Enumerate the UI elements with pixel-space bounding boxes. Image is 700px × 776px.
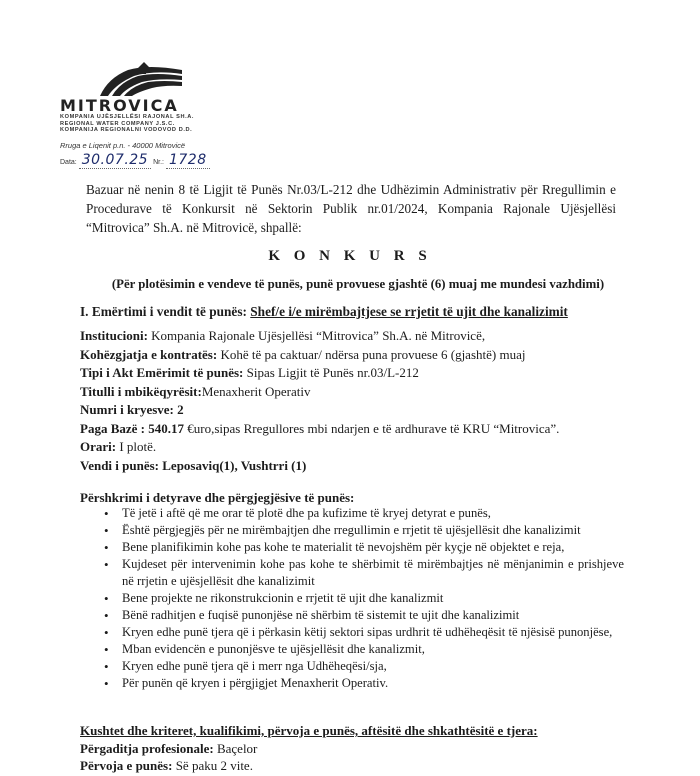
list-item: • Kryen edhe punë tjera që i merr nga Udhëheqësi/sja, (104, 658, 624, 675)
list-item: • Mban evidencën e punonjësve te ujësjellësit dhe kanalizmit, (104, 641, 624, 658)
info-key: Orari: (80, 439, 117, 454)
criteria-value: Baçelor (213, 741, 258, 756)
position-title: Shef/e i/e mirëmbajtjese se rrjetit të ujit dhe kanalizimit (250, 304, 568, 319)
info-row (80, 420, 640, 439)
company-logo-icon (98, 62, 184, 98)
criteria-value: Së paku 2 vite. (172, 758, 253, 773)
info-key: Vendi i punës: Leposaviq(1), Vushtrri (1) (80, 457, 307, 473)
criteria-row (80, 740, 257, 757)
list-item: • Bene planifikimin kohe pas kohe te materialit të nevojshëm për kyçje në objektet e reja, (104, 539, 624, 556)
registry-stamp (60, 152, 230, 169)
duties-heading: Përshkrimi i detyrave dhe përgjegjësive të punës: (80, 490, 355, 505)
info-value: Kompania Rajonale Ujësjellësi “Mitrovica” Sh.A. në Mitrovicë, (147, 328, 486, 343)
criteria-list (80, 740, 257, 774)
info-key: Paga Bazë : 540.17 (80, 420, 184, 436)
position-label: I. Emërtimi i vendit të punës: (80, 304, 247, 319)
info-key: Numri i kryesve: 2 (80, 402, 184, 417)
brand-name: MITROVICA (60, 96, 179, 115)
list-item: • Është përgjegjës për ne mirëmbajtjen dhe rregullimin e rrjetit të ujësjellësit dhe kanalizimit (104, 522, 624, 539)
criteria-row (80, 757, 257, 774)
date-value: 30.07.25 (79, 152, 151, 169)
criteria-key: Përvoja e punës: (80, 758, 173, 773)
list-item: • Të jetë i aftë që me orar të plotë dhe pa kufizime të kryej detyrat e punës, (104, 505, 624, 522)
position-heading (80, 304, 568, 320)
criteria-key: Përgaditja profesionale: (80, 741, 214, 756)
brand-line-3: KOMPANIJA REGIONALNI VODOVOD D.D. (60, 127, 193, 134)
number-label: Nr.: (153, 158, 164, 166)
info-row (80, 438, 640, 457)
date-label: Data: (60, 158, 77, 166)
info-row (80, 327, 640, 346)
info-row (80, 401, 640, 420)
company-address: Rruga e Liqenit p.n. - 40000 Mitrovicë (60, 140, 186, 150)
info-row (80, 383, 640, 402)
list-item: • Kujdeset për intervenimin kohe pas kohe te shërbimit të mirëmbajtjes në mënjanimin e prishjeve në rrjetin e ujësjellësit dhe kanalizimit (104, 556, 624, 590)
info-key: Kohëzgjatja e kontratës: (80, 346, 218, 362)
letterhead (60, 62, 230, 169)
info-key: Titulli i mbikëqyrësit: (80, 383, 202, 399)
info-value: Sipas Ligjit të Punës nr.03/L-212 (243, 365, 419, 380)
info-row (80, 457, 640, 476)
list-item: • Për punën që kryen i përgjigjet Menaxherit Operativ. (104, 675, 624, 692)
info-value: I plotë. (116, 439, 157, 454)
brand-line-1: KOMPANIA UJËSJELLËSI RAJONAL SH.A. (60, 114, 195, 120)
list-item: • Bënë radhitjen e fuqisë punonjëse në shërbim të sistemit te ujit dhe kanalizimit (104, 607, 624, 624)
number-value: 1728 (166, 152, 210, 169)
document-title: K O N K U R S (268, 248, 432, 264)
info-row (80, 346, 640, 365)
info-row (80, 364, 640, 383)
list-item: • Bene projekte ne rikonstrukcionin e rrjetit të ujit dhe kanalizmit (104, 590, 624, 607)
info-key: Tipi i Akt Emërimit të punës: (80, 365, 244, 380)
info-value: Menaxherit Operativ (201, 383, 311, 399)
duties-list (104, 505, 624, 692)
intro-paragraph: Bazuar në nenin 8 të Ligjit të Punës Nr.03/L-212 dhe Udhëzimin Administrativ për Rregullimin e Procedurave të Konkursit në Sektorin Publik nr.01/2024, Kompania Rajonale Ujësjellësi “Mitrovica” Sh.A. në Mitrovicë, shpallë: (86, 182, 616, 235)
document-subtitle: (Për plotësimin e vendeve të punës, punë provuese gjashtë (6) muaj me mundesi vazhdimi) (111, 277, 605, 291)
list-item: • Kryen edhe punë tjera që i përkasin këtij sektori sipas urdhrit të udhëheqësit të njësisë punonjëse, (104, 624, 624, 641)
info-key: Institucioni: (80, 328, 148, 343)
job-info (80, 327, 640, 475)
criteria-heading: Kushtet dhe kriteret, kualifikimi, përvoja e punës, aftësitë dhe shkathtësitë e tjera: (80, 723, 538, 738)
info-value: Kohë të pa caktuar/ ndërsa puna provuese 6 (gjashtë) muaj (217, 346, 526, 362)
info-value: €uro,sipas Rregullores mbi ndarjen e të ardhurave të KRU “Mitrovica”. (183, 420, 560, 436)
brand-line-2: REGIONAL WATER COMPANY J.S.C. (60, 120, 175, 127)
